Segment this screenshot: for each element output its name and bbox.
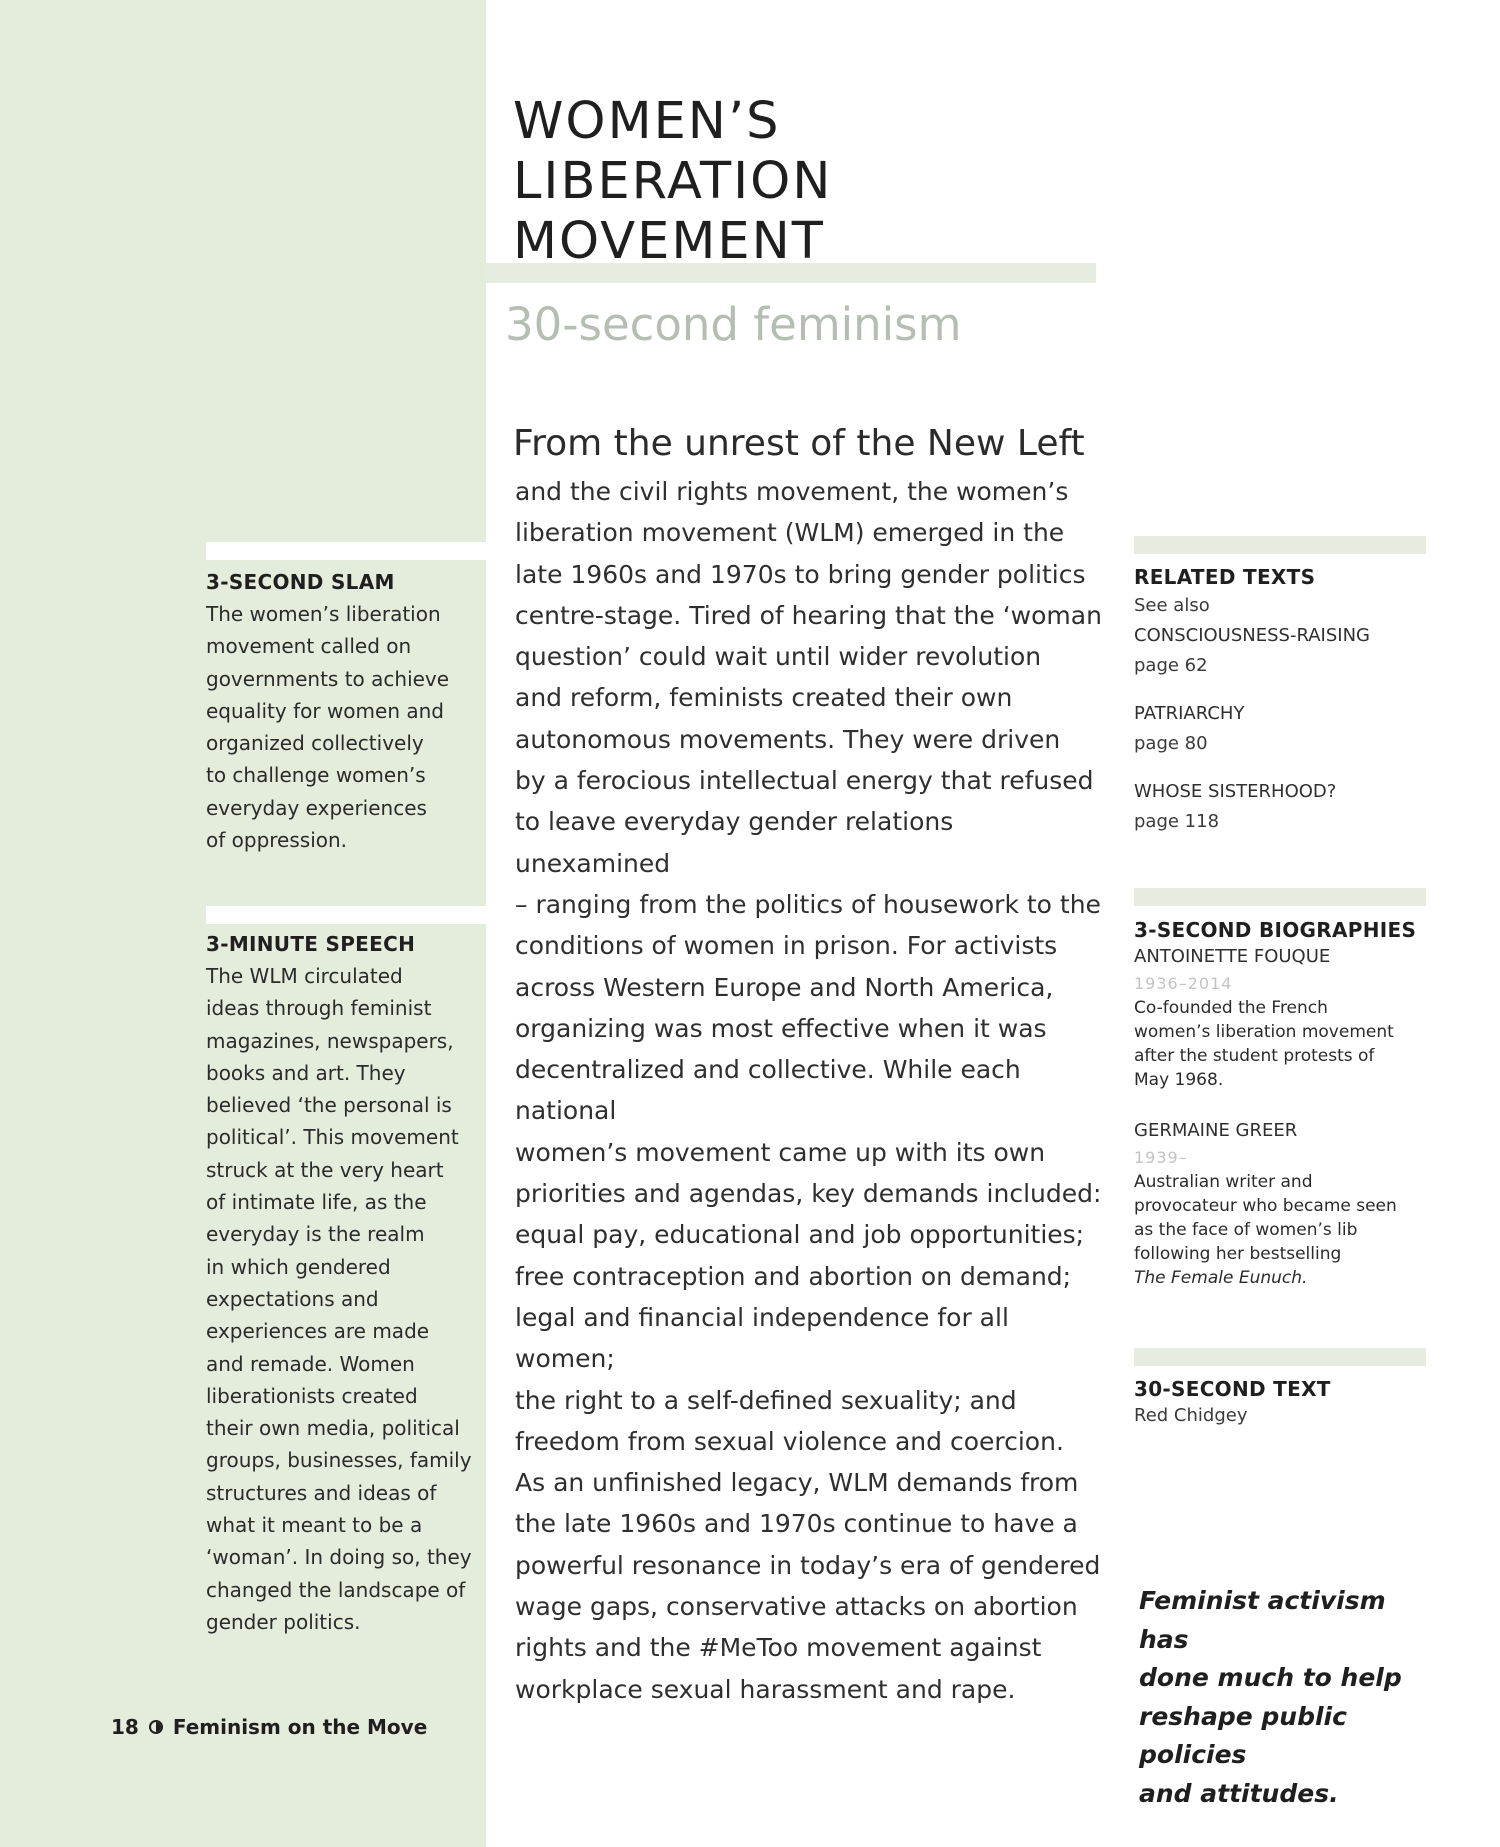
biography-entry: [1134, 942, 1434, 1092]
main-lead-sentence: From the unrest of the New Left: [513, 423, 1085, 464]
biography-book-title: The Female Eunuch.: [1134, 1268, 1308, 1288]
three-minute-speech: [206, 932, 486, 1638]
half-circle-icon: [149, 1720, 163, 1734]
page-number: 18: [111, 1715, 139, 1739]
pull-quote: Feminist activism has done much to help reshape public policies and attitudes.: [1139, 1586, 1402, 1808]
biography-dates: 1939–: [1134, 1148, 1188, 1167]
related-texts: [1134, 565, 1434, 837]
related-item-name: CONSCIOUSNESS-RAISING: [1134, 625, 1371, 646]
thirty-second-separator: [1134, 1348, 1426, 1366]
three-second-slam: [206, 570, 486, 856]
page-title: [513, 92, 832, 272]
related-item-name: PATRIARCHY: [1134, 703, 1245, 724]
related-item: [1134, 621, 1434, 681]
title-line-3: MOVEMENT: [513, 212, 825, 271]
thirty-second-text: [1134, 1377, 1434, 1431]
thirty-second-author: Red Chidgey: [1134, 1405, 1248, 1426]
related-heading: RELATED TEXTS: [1134, 565, 1316, 589]
slam-separator: [206, 542, 486, 560]
biography-text: Australian writer and provocateur who became seen as the face of women’s lib following her bestselling: [1134, 1172, 1397, 1264]
page-subtitle: 30-second feminism: [505, 298, 962, 351]
related-item-page: page 118: [1134, 811, 1220, 832]
slam-text: The women’s liberation movement called on governments to achieve equality for women and organized collectively to challenge women’s everyday experiences of oppression.: [206, 602, 450, 853]
related-item-page: page 80: [1134, 733, 1208, 754]
section-name: Feminism on the Move: [172, 1715, 428, 1739]
three-second-biographies: [1134, 918, 1434, 1290]
main-body-text: and the civil rights movement, the women’s liberation movement (WLM) emerged in the late 1960s and 1970s to bring gender politics centre-stage. Tired of hearing that the ‘woman question’ could wait until wider revolution and reform, feminists created their own autonomous movements. They were driven by a ferocious intellectual energy that refused to leave everyday gender relations unexamined – ranging from the politics of housework to the conditions of women in prison. For activists across Western Europe and North America, organizing was most effective when it was decentralized and collective. While each national women’s movement came up with its own priorities and agendas, key demands included: equal pay, educational and job opportunities; free contraception and abortion on demand; legal and financial independence for all women; the right to a self-defined sexuality; and freedom from sexual violence and coercion. As an unfinished legacy, WLM demands from the late 1960s and 1970s continue to have a powerful resonance in today’s era of gendered wage gaps, conservative attacks on abortion rights and the #MeToo movement against workplace sexual harassment and rape.: [515, 477, 1102, 1704]
speech-text: The WLM circulated ideas through feminist magazines, newspapers, books and art. They believed ‘the personal is political’. This movement struck at the very heart of intimate life, as the everyday is the realm in which gendered expectations and experiences are made and remade. Women liberationists created their own media, political groups, businesses, family structures and ideas of what it meant to be a ‘woman’. In doing so, they changed the landscape of gender politics.: [206, 964, 472, 1634]
related-separator: [1134, 536, 1426, 554]
related-see-also: See also: [1134, 595, 1210, 616]
related-item-name: WHOSE SISTERHOOD?: [1134, 781, 1337, 802]
title-line-2: LIBERATION: [513, 152, 833, 211]
biographies-separator: [1134, 888, 1426, 906]
biographies-heading: 3-SECOND BIOGRAPHIES: [1134, 918, 1417, 942]
speech-separator: [206, 906, 486, 924]
related-item-page: page 62: [1134, 655, 1208, 676]
page-footer: [111, 1715, 427, 1739]
slam-heading: 3-SECOND SLAM: [206, 570, 395, 594]
biography-name: ANTOINETTE FOUQUE: [1134, 946, 1331, 967]
title-line-1: WOMEN’S: [513, 92, 781, 151]
related-item: [1134, 777, 1434, 837]
biography-entry: [1134, 1116, 1434, 1290]
biography-text: Co-founded the French women’s liberation movement after the student protests of May 1968.: [1134, 998, 1394, 1090]
biography-dates: 1936–2014: [1134, 974, 1233, 993]
speech-heading: 3-MINUTE SPEECH: [206, 932, 416, 956]
thirty-second-heading: 30-SECOND TEXT: [1134, 1377, 1331, 1401]
biography-name: GERMAINE GREER: [1134, 1120, 1298, 1141]
related-item: [1134, 699, 1434, 759]
